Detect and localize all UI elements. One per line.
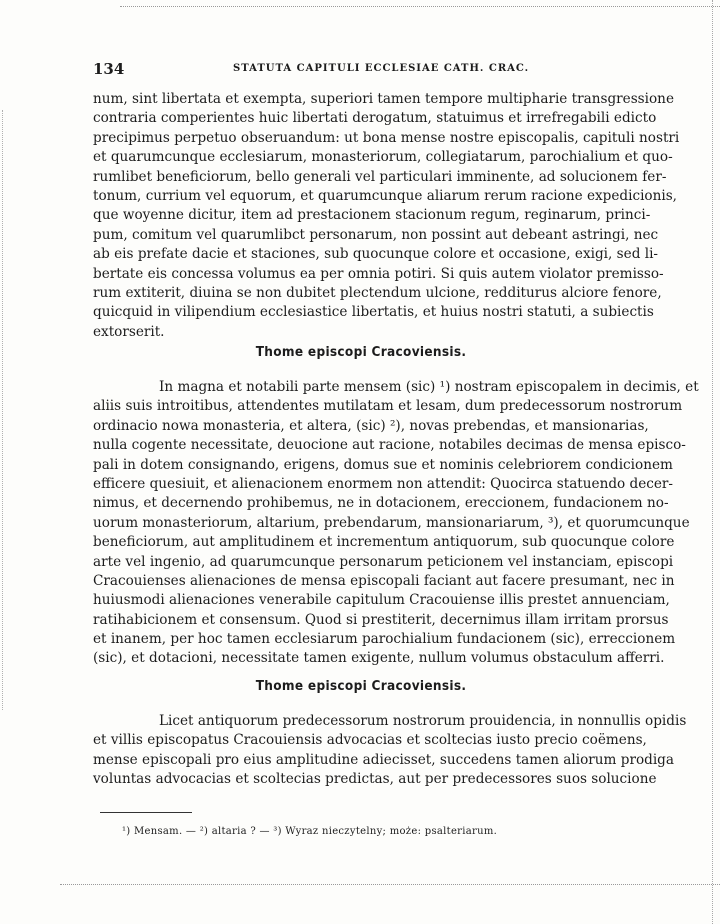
- running-title: STATUTA CAPITULI ECCLESIAE CATH. CRAC.: [233, 63, 530, 74]
- text-line: mense episcopali pro eius amplitudine adiecisset, succedens tamen aliorum prodiga: [93, 751, 674, 768]
- text-line: In magna et notabili parte mensem (sic) ¹) nostram episcopalem in decimis, et: [159, 379, 699, 395]
- page-header: [93, 60, 629, 80]
- text-line: ratihabicionem et consensum. Quod si prestiterit, decernimus illam irritam prorsus: [93, 611, 669, 628]
- text-line: voluntas advocacias et scoltecias predictas, aut per predecessores suos solucione: [93, 771, 657, 788]
- text-line: beneficiorum, aut amplitudinem et incrementum antiquorum, sub quocunque colore: [93, 534, 675, 551]
- page-number: 134: [93, 60, 125, 78]
- page-edge-top: [120, 6, 720, 7]
- text-line: que woyenne dicitur, item ad prestacionem stacionum regum, reginarum, princi-: [93, 207, 651, 224]
- text-line: tonum, currium vel equorum, et quarumcunque aliarum rerum racione expedicionis,: [93, 187, 678, 204]
- text-line: huiusmodi alienaciones venerabile capitulum Cracouiense illis prestet annuenciam,: [93, 592, 670, 609]
- text-line: ordinacio nowa monasteria, et altera, (sic) ²), novas prebendas, et mansionarias,: [93, 417, 649, 434]
- text-line: Licet antiquorum predecessorum nostrorum prouidencia, in nonnullis opidis: [159, 713, 687, 729]
- text-line: extorserit.: [93, 323, 165, 340]
- text-line: num, sint libertata et exempta, superiori tamen tempore multipharie transgressione: [93, 91, 674, 107]
- text-line: (sic), et dotacioni, necessitate tamen exigente, nullum volumus obstaculum afferri.: [93, 650, 665, 667]
- page-edge-bottom: [60, 884, 720, 885]
- footnote-rule: [100, 812, 192, 813]
- page-edge-right: [712, 0, 713, 924]
- text-line: quicquid in vilipendium ecclesiastice libertatis, et huius nostri statuti, a subiectis: [93, 304, 654, 321]
- text-line: rumlibet beneficiorum, bello generali vel particulari imminente, ad solucionem fer-: [93, 168, 667, 185]
- text-line: contraria comperientes huic libertati derogatum, statuimus et irrefregabili edicto: [93, 110, 657, 127]
- footnote: ¹) Mensam. — ²) altaria ? — ³) Wyraz nieczytelny; może: psalteriarum.: [122, 826, 498, 837]
- text-line: et quarumcunque ecclesiarum, monasteriorum, collegiatarum, parochialium et quo-: [93, 149, 673, 166]
- text-line: uorum monasteriorum, altarium, prebendarum, mansionariarum, ³), et quorumcunque: [93, 514, 690, 531]
- paragraph-1: [93, 90, 680, 342]
- text-line: ab eis prefate dacie et staciones, sub quocunque colore et occasione, exigi, sed li-: [93, 246, 659, 263]
- text-line: precipimus perpetuo obseruandum: ut bona mense nostre episcopalis, capituli nostri: [93, 129, 680, 146]
- text-line: pum, comitum vel quarumlibct personarum, non possint aut debeant astringi, nec: [93, 226, 659, 243]
- text-line: rum extiterit, diuina se non dubitet plectendum ulcione, redditurus alciore fenore,: [93, 284, 662, 301]
- text-line: efficere quesiuit, et alienacionem enormem non attendit: Quocirca statuendo decer-: [93, 475, 674, 492]
- text-line: bertate eis concessa volumus ea per omnia potiri. Si quis autem violator premisso-: [93, 265, 664, 282]
- page-edge-left: [2, 110, 3, 710]
- text-line: et villis episcopatus Cracouiensis advocacias et scoltecias iusto precio coëmens,: [93, 732, 647, 749]
- paragraph-2: [93, 378, 699, 669]
- text-line: nimus, et decernendo prohibemus, ne in dotacionem, ereccionem, fundacionem no-: [93, 495, 669, 512]
- text-line: nulla cogente necessitate, deuocione aut racione, notabiles decimas de mensa episco-: [93, 437, 686, 454]
- text-line: pali in dotem consignando, erigens, domus sue et nominis celebriorem condicionem: [93, 456, 673, 473]
- text-line: arte vel ingenio, ad quarumcunque personarum peticionem vel instanciam, episcopi: [93, 553, 674, 570]
- paragraph-3: [93, 712, 687, 790]
- text-line: Cracouienses alienaciones de mensa episcopali faciant aut facere presumant, nec in: [93, 572, 675, 589]
- section-heading-2: Thome episcopi Cracoviensis.: [255, 678, 467, 694]
- text-line: aliis suis introitibus, attendentes mutilatam et lesam, dum predecessorum nostrorum: [93, 398, 683, 415]
- text-line: et inanem, per hoc tamen ecclesiarum parochialium fundacionem (sic), erreccionem: [93, 631, 676, 648]
- section-heading-1: Thome episcopi Cracoviensis.: [255, 344, 467, 360]
